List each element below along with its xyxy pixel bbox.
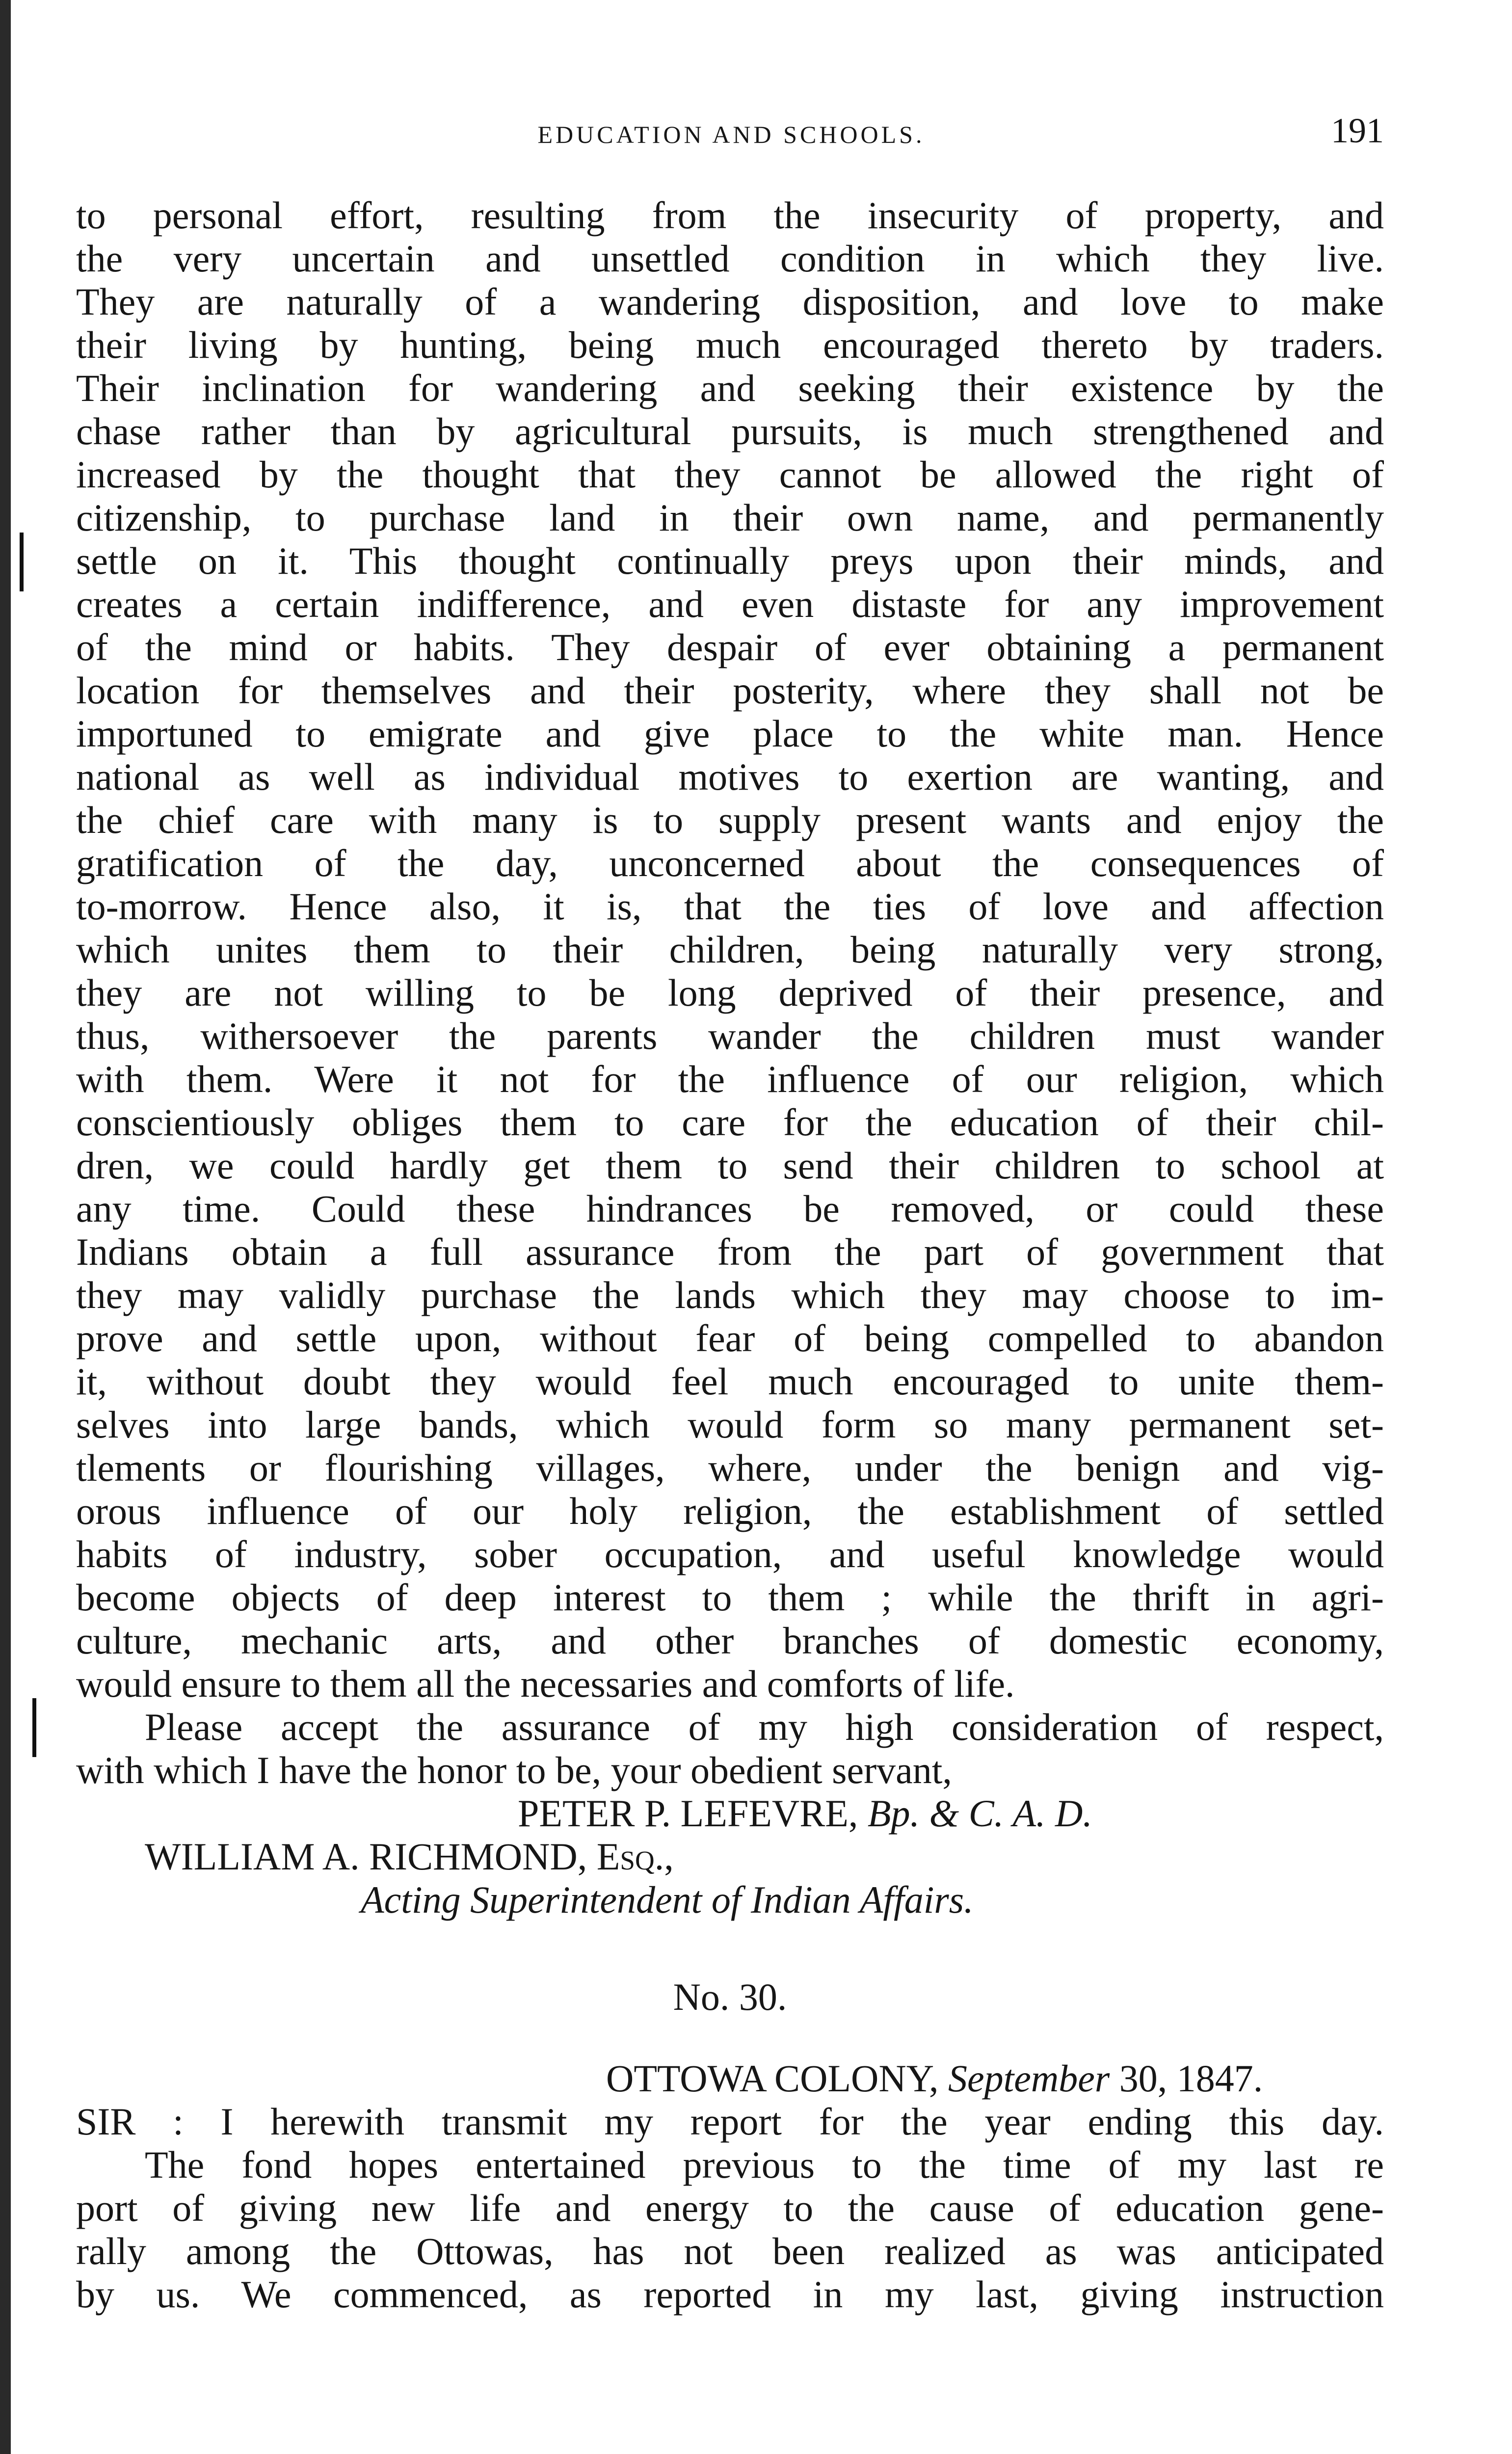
body-line: to-morrow. Hence also, it is, that the ties of love and affection	[76, 885, 1384, 928]
body-line: with them. Were it not for the influence of our religion, which	[76, 1058, 1384, 1100]
body-line: their living by hunting, being much encouraged thereto by traders.	[76, 323, 1384, 366]
body-line: thus, withersoever the parents wander the children must wander	[76, 1014, 1384, 1057]
margin-mark	[32, 1698, 36, 1757]
body-line: settle on it. This thought continually preys upon their minds, and	[76, 539, 1384, 582]
body-line: dren, we could hardly get them to send their children to school at	[76, 1144, 1384, 1187]
dateline-month: September	[948, 2057, 1110, 2100]
dateline	[76, 2057, 1384, 2100]
body-line: the very uncertain and unsettled condition in which they live.	[76, 237, 1384, 280]
body-line: become objects of deep interest to them ; while the thrift in agri-	[76, 1576, 1384, 1619]
body-line: national as well as individual motives to exertion are wanting, and	[76, 755, 1384, 798]
body-line: the chief care with many is to supply present wants and enjoy the	[76, 799, 1384, 841]
addressee-title: Acting Superintendent of Indian Affairs.	[361, 1878, 974, 1921]
dateline-year: 30, 1847.	[1119, 2057, 1263, 2100]
body-line: orous influence of our holy religion, the establishment of settled	[76, 1490, 1384, 1532]
letter-line: port of giving new life and energy to the cause of education gene-	[76, 2187, 1384, 2229]
body-line: They are naturally of a wandering disposition, and love to make	[76, 280, 1384, 323]
body-line: importuned to emigrate and give place to the white man. Hence	[76, 712, 1384, 755]
signature-title: Bp. & C. A. D.	[867, 1792, 1092, 1835]
body-line: would ensure to them all the necessaries and comforts of life.	[76, 1662, 1015, 1705]
letter-line: SIR : I herewith transmit my report for the year ending this day.	[76, 2100, 1384, 2143]
body-line: prove and settle upon, without fear of being compelled to abandon	[76, 1317, 1384, 1360]
body-line: selves into large bands, which would form so many permanent set-	[76, 1403, 1384, 1446]
body-line: creates a certain indifference, and even distaste for any improvement	[76, 583, 1384, 625]
body-line: any time. Could these hindrances be removed, or could these	[76, 1187, 1384, 1230]
body-line: they may validly purchase the lands which they may choose to im-	[76, 1274, 1384, 1316]
body-line: increased by the thought that they cannot be allowed the right of	[76, 453, 1384, 496]
body-line: it, without doubt they would feel much encouraged to unite them-	[76, 1360, 1384, 1403]
signature	[76, 1792, 1384, 1835]
closing-line: with which I have the honor to be, your obedient servant,	[76, 1749, 952, 1791]
body-line: Their inclination for wandering and seeking their existence by the	[76, 367, 1384, 409]
body-line: conscientiously obliges them to care for the education of their chil-	[76, 1101, 1384, 1144]
closing-line: Please accept the assurance of my high consideration of respect,	[145, 1706, 1384, 1748]
page-number: 191	[1331, 111, 1384, 150]
body-line: tlements or flourishing villages, where, under the benign and vig-	[76, 1446, 1384, 1489]
body-line: habits of industry, sober occupation, and useful knowledge would	[76, 1533, 1384, 1575]
body-text	[76, 194, 1384, 2316]
letter-line: rally among the Ottowas, has not been realized as was anticipated	[76, 2230, 1384, 2272]
margin-mark	[20, 533, 24, 591]
dateline-place: OTTOWA COLONY,	[606, 2057, 939, 2100]
body-line: culture, mechanic arts, and other branches of domestic economy,	[76, 1619, 1384, 1662]
page-header	[74, 110, 1389, 164]
body-line: which unites them to their children, being naturally very strong,	[76, 928, 1384, 971]
signature-name: PETER P. LEFEVRE,	[518, 1792, 858, 1835]
body-line: gratification of the day, unconcerned about the consequences of	[76, 842, 1384, 884]
body-line: of the mind or habits. They despair of ever obtaining a permanent	[76, 626, 1384, 668]
running-head: EDUCATION AND SCHOOLS.	[537, 121, 925, 148]
addressee-name: WILLIAM A. RICHMOND, Esq.,	[145, 1835, 674, 1878]
body-line: Indians obtain a full assurance from the part of government that	[76, 1230, 1384, 1273]
document-number: No. 30.	[673, 1975, 787, 2018]
letter-line: by us. We commenced, as reported in my last, giving instruction	[76, 2273, 1384, 2316]
body-line: chase rather than by agricultural pursuits, is much strengthened and	[76, 410, 1384, 453]
body-line: they are not willing to be long deprived of their presence, and	[76, 971, 1384, 1014]
body-line: location for themselves and their posterity, where they shall not be	[76, 669, 1384, 712]
body-line: to personal effort, resulting from the insecurity of property, and	[76, 194, 1384, 237]
body-line: citizenship, to purchase land in their own name, and permanently	[76, 496, 1384, 539]
scan-border	[0, 0, 11, 2454]
letter-line: The fond hopes entertained previous to the time of my last re	[145, 2143, 1384, 2186]
